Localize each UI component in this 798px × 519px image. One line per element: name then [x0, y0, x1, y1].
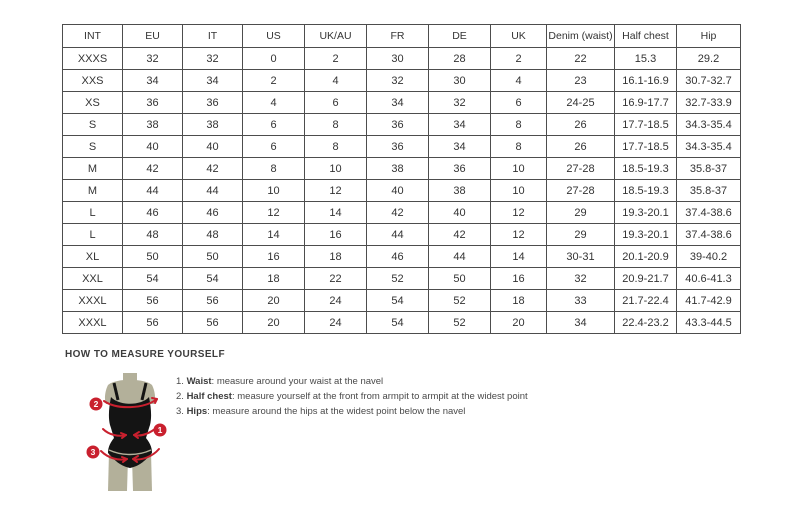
table-cell: 34: [547, 312, 615, 334]
table-cell: 40: [429, 202, 491, 224]
table-cell: 40: [123, 136, 183, 158]
table-cell: 34.3-35.4: [677, 114, 741, 136]
step-term: Half chest: [186, 391, 232, 402]
table-cell: 14: [305, 202, 367, 224]
table-cell: 54: [367, 290, 429, 312]
table-cell: 34.3-35.4: [677, 136, 741, 158]
table-cell: 8: [305, 114, 367, 136]
column-header: UK/AU: [305, 25, 367, 48]
table-cell: 54: [123, 268, 183, 290]
table-cell: 12: [491, 202, 547, 224]
table-cell: 8: [491, 136, 547, 158]
table-cell: 18: [243, 268, 305, 290]
table-cell: 12: [305, 180, 367, 202]
table-cell: 35.8-37: [677, 158, 741, 180]
table-cell: 4: [243, 92, 305, 114]
table-cell: 30: [367, 48, 429, 70]
column-header: US: [243, 25, 305, 48]
step-text: : measure around your waist at the navel: [211, 376, 384, 387]
table-cell: 35.8-37: [677, 180, 741, 202]
table-cell: 10: [491, 158, 547, 180]
table-cell: 34: [183, 70, 243, 92]
table-cell: 56: [183, 290, 243, 312]
table-cell: 44: [429, 246, 491, 268]
table-cell: 38: [429, 180, 491, 202]
table-cell: L: [63, 202, 123, 224]
table-cell: 21.7-22.4: [615, 290, 677, 312]
table-row: [63, 290, 741, 312]
table-cell: 10: [305, 158, 367, 180]
table-cell: 19.3-20.1: [615, 202, 677, 224]
table-cell: XL: [63, 246, 123, 268]
table-cell: 37.4-38.6: [677, 224, 741, 246]
table-cell: XS: [63, 92, 123, 114]
table-row: [63, 180, 741, 202]
table-cell: 42: [183, 158, 243, 180]
table-cell: 6: [491, 92, 547, 114]
table-cell: 52: [429, 312, 491, 334]
table-row: [63, 224, 741, 246]
table-cell: 29.2: [677, 48, 741, 70]
table-row: [63, 136, 741, 158]
column-header: EU: [123, 25, 183, 48]
table-cell: 6: [243, 114, 305, 136]
table-cell: 22.4-23.2: [615, 312, 677, 334]
table-cell: 12: [491, 224, 547, 246]
table-row: [63, 158, 741, 180]
table-cell: 8: [491, 114, 547, 136]
table-cell: 50: [123, 246, 183, 268]
table-cell: 20: [243, 312, 305, 334]
table-cell: 29: [547, 224, 615, 246]
table-cell: 16: [491, 268, 547, 290]
table-cell: 52: [367, 268, 429, 290]
column-header: Half chest: [615, 25, 677, 48]
table-cell: 46: [123, 202, 183, 224]
column-header: IT: [183, 25, 243, 48]
table-cell: 32.7-33.9: [677, 92, 741, 114]
table-cell: XXXS: [63, 48, 123, 70]
table-cell: S: [63, 136, 123, 158]
step-number: 1.: [176, 376, 187, 387]
table-cell: 43.3-44.5: [677, 312, 741, 334]
table-cell: 38: [183, 114, 243, 136]
column-header: Denim (waist): [547, 25, 615, 48]
table-cell: 32: [123, 48, 183, 70]
table-cell: 20: [243, 290, 305, 312]
table-header-row: [63, 25, 741, 48]
table-cell: 15.3: [615, 48, 677, 70]
table-cell: 41.7-42.9: [677, 290, 741, 312]
table-cell: M: [63, 180, 123, 202]
table-cell: 50: [429, 268, 491, 290]
table-cell: 2: [305, 48, 367, 70]
table-cell: 37.4-38.6: [677, 202, 741, 224]
table-cell: 36: [123, 92, 183, 114]
svg-text:3: 3: [90, 447, 96, 457]
table-cell: 44: [123, 180, 183, 202]
table-cell: 10: [491, 180, 547, 202]
table-cell: 22: [547, 48, 615, 70]
step-text: : measure yourself at the front from armpit to armpit at the widest point: [231, 391, 528, 402]
table-cell: 16.1-16.9: [615, 70, 677, 92]
table-cell: 18.5-19.3: [615, 180, 677, 202]
table-cell: 30: [429, 70, 491, 92]
table-cell: 56: [123, 312, 183, 334]
table-cell: 20.1-20.9: [615, 246, 677, 268]
column-header: INT: [63, 25, 123, 48]
svg-text:2: 2: [93, 399, 99, 409]
table-cell: 46: [367, 246, 429, 268]
table-cell: 56: [183, 312, 243, 334]
svg-text:1: 1: [157, 425, 163, 435]
table-cell: 39-40.2: [677, 246, 741, 268]
table-cell: 54: [183, 268, 243, 290]
table-cell: 24: [305, 290, 367, 312]
measure-step: [176, 404, 596, 419]
table-cell: 12: [243, 202, 305, 224]
table-cell: 22: [305, 268, 367, 290]
step-text: : measure around the hips at the widest point below the navel: [207, 406, 466, 417]
size-chart-table: [62, 24, 741, 334]
table-cell: 34: [367, 92, 429, 114]
table-row: [63, 202, 741, 224]
column-header: DE: [429, 25, 491, 48]
table-cell: 32: [429, 92, 491, 114]
table-row: [63, 70, 741, 92]
step-number: 3.: [176, 406, 187, 417]
table-row: [63, 312, 741, 334]
table-cell: 30-31: [547, 246, 615, 268]
table-cell: 50: [183, 246, 243, 268]
table-cell: XXS: [63, 70, 123, 92]
table-cell: 26: [547, 114, 615, 136]
table-cell: 29: [547, 202, 615, 224]
table-cell: 2: [243, 70, 305, 92]
table-cell: 44: [183, 180, 243, 202]
measure-section-heading: HOW TO MEASURE YOURSELF: [65, 349, 225, 360]
table-cell: 17.7-18.5: [615, 136, 677, 158]
table-row: [63, 114, 741, 136]
table-cell: 10: [243, 180, 305, 202]
table-cell: 8: [305, 136, 367, 158]
table-cell: 56: [123, 290, 183, 312]
table-cell: 54: [367, 312, 429, 334]
table-cell: 48: [183, 224, 243, 246]
table-row: [63, 92, 741, 114]
table-cell: XXXL: [63, 290, 123, 312]
table-cell: 0: [243, 48, 305, 70]
table-cell: 32: [183, 48, 243, 70]
table-cell: 36: [367, 114, 429, 136]
table-cell: 52: [429, 290, 491, 312]
table-cell: L: [63, 224, 123, 246]
measure-steps-list: [176, 374, 596, 419]
table-cell: 26: [547, 136, 615, 158]
table-cell: 32: [367, 70, 429, 92]
table-cell: 24: [305, 312, 367, 334]
table-cell: XXL: [63, 268, 123, 290]
table-row: [63, 268, 741, 290]
table-cell: 48: [123, 224, 183, 246]
table-cell: 14: [491, 246, 547, 268]
table-cell: 34: [429, 136, 491, 158]
table-cell: 46: [183, 202, 243, 224]
column-header: FR: [367, 25, 429, 48]
table-cell: 42: [367, 202, 429, 224]
step-number: 2.: [176, 391, 187, 402]
table-cell: 8: [243, 158, 305, 180]
table-cell: 19.3-20.1: [615, 224, 677, 246]
table-cell: 38: [123, 114, 183, 136]
table-cell: 17.7-18.5: [615, 114, 677, 136]
table-cell: 20.9-21.7: [615, 268, 677, 290]
step-term: Hips: [186, 406, 208, 417]
measurement-figure-illustration: [82, 372, 178, 494]
table-cell: 42: [123, 158, 183, 180]
badge-3: [87, 446, 100, 459]
table-cell: 14: [243, 224, 305, 246]
table-cell: 33: [547, 290, 615, 312]
table-cell: 42: [429, 224, 491, 246]
table-cell: 23: [547, 70, 615, 92]
table-cell: 6: [243, 136, 305, 158]
table-cell: 16: [243, 246, 305, 268]
table-cell: M: [63, 158, 123, 180]
measure-step: [176, 374, 596, 389]
table-cell: S: [63, 114, 123, 136]
table-cell: 16: [305, 224, 367, 246]
table-cell: 4: [491, 70, 547, 92]
table-cell: 6: [305, 92, 367, 114]
table-body: [63, 48, 741, 334]
table-cell: 24-25: [547, 92, 615, 114]
table-cell: 36: [367, 136, 429, 158]
table-cell: 27-28: [547, 158, 615, 180]
badge-1: [154, 424, 167, 437]
column-header: Hip: [677, 25, 741, 48]
table-cell: 44: [367, 224, 429, 246]
table-cell: 18: [491, 290, 547, 312]
table-cell: 30.7-32.7: [677, 70, 741, 92]
table-row: [63, 48, 741, 70]
step-term: Waist: [186, 376, 212, 387]
table-cell: 38: [367, 158, 429, 180]
table-cell: 36: [429, 158, 491, 180]
table-row: [63, 246, 741, 268]
table-cell: 40.6-41.3: [677, 268, 741, 290]
table-cell: 16.9-17.7: [615, 92, 677, 114]
table-cell: 28: [429, 48, 491, 70]
table-cell: 2: [491, 48, 547, 70]
table-cell: 20: [491, 312, 547, 334]
table-cell: 32: [547, 268, 615, 290]
table-cell: 4: [305, 70, 367, 92]
badge-2: [90, 398, 103, 411]
measure-step: [176, 389, 596, 404]
table-cell: 36: [183, 92, 243, 114]
table-cell: XXXL: [63, 312, 123, 334]
column-header: UK: [491, 25, 547, 48]
table-cell: 27-28: [547, 180, 615, 202]
table-cell: 18: [305, 246, 367, 268]
table-cell: 34: [123, 70, 183, 92]
table-cell: 40: [367, 180, 429, 202]
table-cell: 34: [429, 114, 491, 136]
table-cell: 18.5-19.3: [615, 158, 677, 180]
table-cell: 40: [183, 136, 243, 158]
